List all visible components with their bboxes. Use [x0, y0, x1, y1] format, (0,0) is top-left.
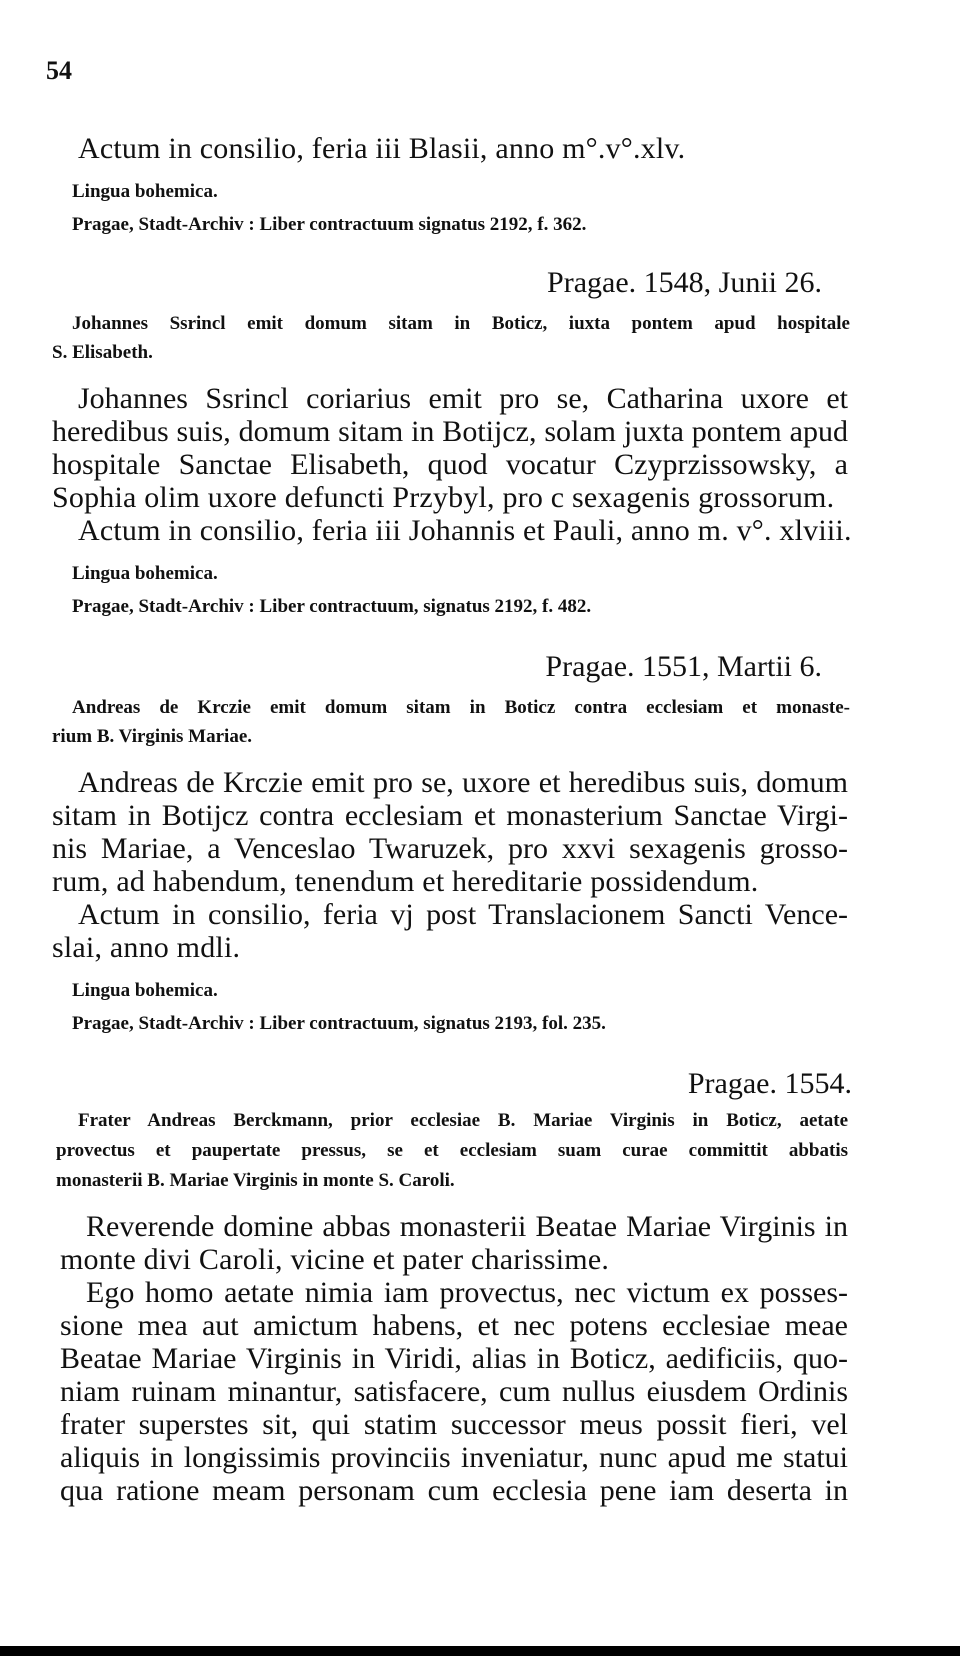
source-citation: Pragae, Stadt-Archiv : Liber contractuum, signatus 2192, f. 482.	[72, 596, 592, 617]
document-heading: Pragae. 1548, Junii 26.	[547, 266, 822, 299]
summary-line: S. Elisabeth.	[52, 342, 153, 363]
summary-line: provectus et paupertate pressus, se et ecclesiam suam curae committit abbatis	[56, 1140, 848, 1161]
language-note: Lingua bohemica.	[72, 181, 218, 202]
source-citation: Pragae, Stadt-Archiv : Liber contractuum signatus 2192, f. 362.	[72, 214, 587, 235]
text-line: nis Mariae, a Venceslao Twaruzek, pro xxvi sexagenis grosso-	[52, 832, 848, 865]
page-number: 54	[46, 56, 72, 85]
text-line: slai, anno mdli.	[52, 931, 241, 964]
document-heading: Pragae. 1551, Martii 6.	[545, 650, 822, 683]
text-line: rum, ad habendum, tenendum et hereditarie possidendum.	[52, 865, 759, 898]
text-line: Actum in consilio, feria iii Blasii, anno m°.v°.xlv.	[78, 132, 686, 165]
text-line: Ego homo aetate nimia iam provectus, nec victum ex posses-	[86, 1276, 848, 1309]
document-heading: Pragae. 1554.	[687, 1067, 852, 1100]
text-line: aliquis in longissimis provinciis inveniatur, nunc apud me statui	[60, 1441, 848, 1474]
summary-line: monasterii B. Mariae Virginis in monte S. Caroli.	[56, 1170, 455, 1191]
text-line: Beatae Mariae Virginis in Viridi, alias in Boticz, aedificiis, quo-	[60, 1342, 848, 1375]
page-bottom-edge	[0, 1646, 960, 1656]
summary-line: Andreas de Krczie emit domum sitam in Boticz contra ecclesiam et monaste-	[72, 697, 850, 718]
summary-line: Johannes Ssrincl emit domum sitam in Boticz, iuxta pontem apud hospitale	[72, 313, 850, 334]
text-line: heredibus suis, domum sitam in Botijcz, solam juxta pontem apud	[52, 415, 848, 448]
text-line: Actum in consilio, feria iii Johannis et Pauli, anno m. v°. xlviii.	[78, 514, 852, 547]
source-citation: Pragae, Stadt-Archiv : Liber contractuum, signatus 2193, fol. 235.	[72, 1013, 606, 1034]
language-note: Lingua bohemica.	[72, 563, 218, 584]
text-line: hospitale Sanctae Elisabeth, quod vocatur Czyprzissowsky, a	[52, 448, 848, 481]
text-line: sione mea aut amictum habens, et nec potens ecclesiae meae	[60, 1309, 848, 1342]
text-line: Johannes Ssrincl coriarius emit pro se, Catharina uxore et	[78, 382, 848, 415]
text-line: sitam in Botijcz contra ecclesiam et monasterium Sanctae Virgi-	[52, 799, 848, 832]
text-line: qua ratione meam personam cum ecclesia pene iam deserta in	[60, 1474, 848, 1507]
text-line: Andreas de Krczie emit pro se, uxore et heredibus suis, domum	[78, 766, 848, 799]
language-note: Lingua bohemica.	[72, 980, 218, 1001]
summary-line: Frater Andreas Berckmann, prior ecclesiae B. Mariae Virginis in Boticz, aetate	[78, 1110, 848, 1131]
text-line: Actum in consilio, feria vj post Translacionem Sancti Vence-	[78, 898, 848, 931]
text-line: frater superstes sit, qui statim successor meus possit fieri, vel	[60, 1408, 848, 1441]
text-line: Reverende domine abbas monasterii Beatae Mariae Virginis in	[86, 1210, 848, 1243]
summary-line: rium B. Virginis Mariae.	[52, 726, 253, 747]
text-line: Sophia olim uxore defuncti Przybyl, pro c sexagenis grossorum.	[52, 481, 835, 514]
text-line: niam ruinam minantur, satisfacere, cum nullus eiusdem Ordinis	[60, 1375, 848, 1408]
text-line: monte divi Caroli, vicine et pater charissime.	[60, 1243, 610, 1276]
